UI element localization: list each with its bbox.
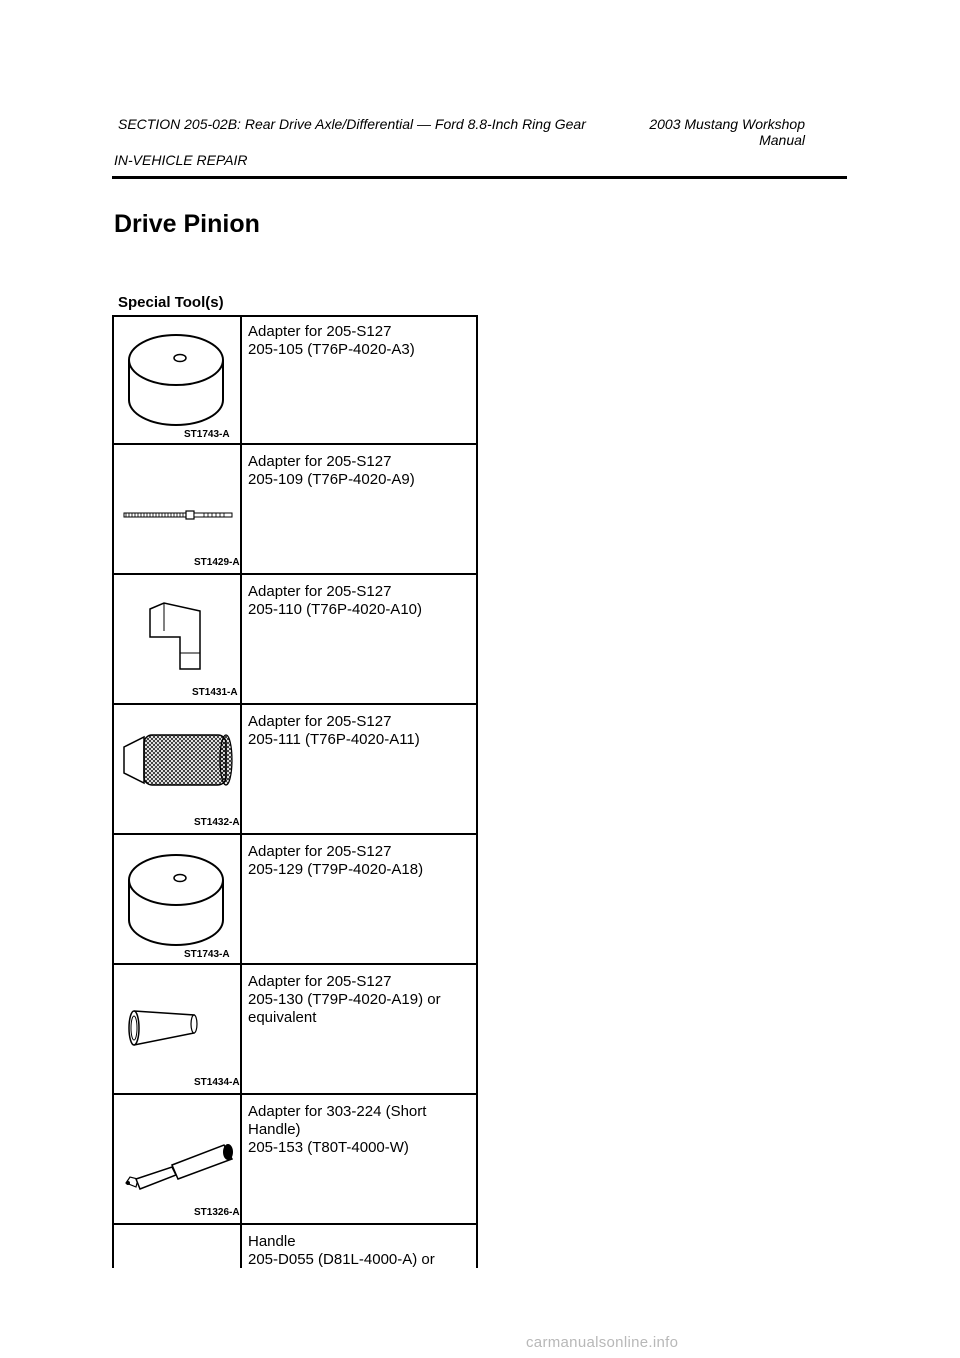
stepped-block-icon (114, 575, 240, 703)
tool-row (112, 965, 478, 1095)
tool-row (112, 835, 478, 965)
tool-number: 205-153 (T80T-4000-W) (248, 1139, 409, 1156)
tool-row (112, 575, 478, 705)
column-divider (240, 315, 242, 1268)
knurled-cylinder-icon (114, 705, 240, 833)
tool-row (112, 705, 478, 835)
tool-description (248, 583, 470, 619)
tool-image-code: ST1326-A (194, 1207, 240, 1218)
tool-description (248, 453, 470, 489)
tool-description (248, 713, 470, 749)
tool-number: 205-D055 (D81L-4000-A) or (248, 1251, 435, 1268)
special-tools-label: Special Tool(s) (118, 294, 224, 311)
tool-image-code: ST1743-A (184, 949, 230, 960)
tool-number: 205-109 (T76P-4020-A9) (248, 471, 415, 488)
watermark: carmanualsonline.info (526, 1334, 679, 1351)
disc-adapter-icon (114, 315, 240, 443)
tapered-sleeve-icon (114, 965, 240, 1093)
tool-row (112, 1095, 478, 1225)
tool-image-code: ST1429-A (194, 557, 240, 568)
threaded-rod-icon (114, 445, 240, 573)
header-section: SECTION 205-02B: Rear Drive Axle/Differential — Ford 8.8-Inch Ring Gear (118, 116, 586, 132)
tool-name: Handle (248, 1233, 296, 1250)
special-tools-table (112, 315, 478, 1305)
tool-name: Adapter for 205-S127 (248, 583, 392, 600)
tool-name: Adapter for 205-S127 (248, 973, 392, 990)
tool-description (248, 973, 470, 1027)
tool-image-code: ST1434-A (194, 1077, 240, 1088)
disc-adapter-icon (114, 835, 240, 963)
tool-description (248, 323, 470, 359)
tool-image-code: ST1432-A (194, 817, 240, 828)
tool-name: Adapter for 205-S127 (248, 713, 392, 730)
tool-name: Adapter for 205-S127 (248, 843, 392, 860)
tool-number: 205-111 (T76P-4020-A11) (248, 731, 420, 748)
tool-image-code: ST1743-A (184, 429, 230, 440)
tool-description (248, 1103, 470, 1157)
tool-name: Adapter for 303-224 (Short Handle) (248, 1103, 427, 1138)
tool-row (112, 315, 478, 445)
tool-number: 205-110 (T76P-4020-A10) (248, 601, 422, 618)
header-subsection: IN-VEHICLE REPAIR (114, 152, 248, 168)
tool-description (248, 843, 470, 879)
tool-image-code: ST1431-A (192, 687, 238, 698)
tool-name: Adapter for 205-S127 (248, 323, 392, 340)
page-title: Drive Pinion (114, 210, 260, 238)
handle-adapter-icon (114, 1095, 240, 1223)
tool-number: 205-130 (T79P-4020-A19) or equivalent (248, 991, 441, 1026)
header-rule (112, 176, 847, 179)
tool-number: 205-105 (T76P-4020-A3) (248, 341, 415, 358)
tool-row (112, 445, 478, 575)
tool-name: Adapter for 205-S127 (248, 453, 392, 470)
tool-description (248, 1233, 470, 1269)
tool-number: 205-129 (T79P-4020-A18) (248, 861, 424, 878)
tool-row (112, 1225, 478, 1305)
header-manual: 2003 Mustang Workshop Manual (649, 116, 805, 148)
